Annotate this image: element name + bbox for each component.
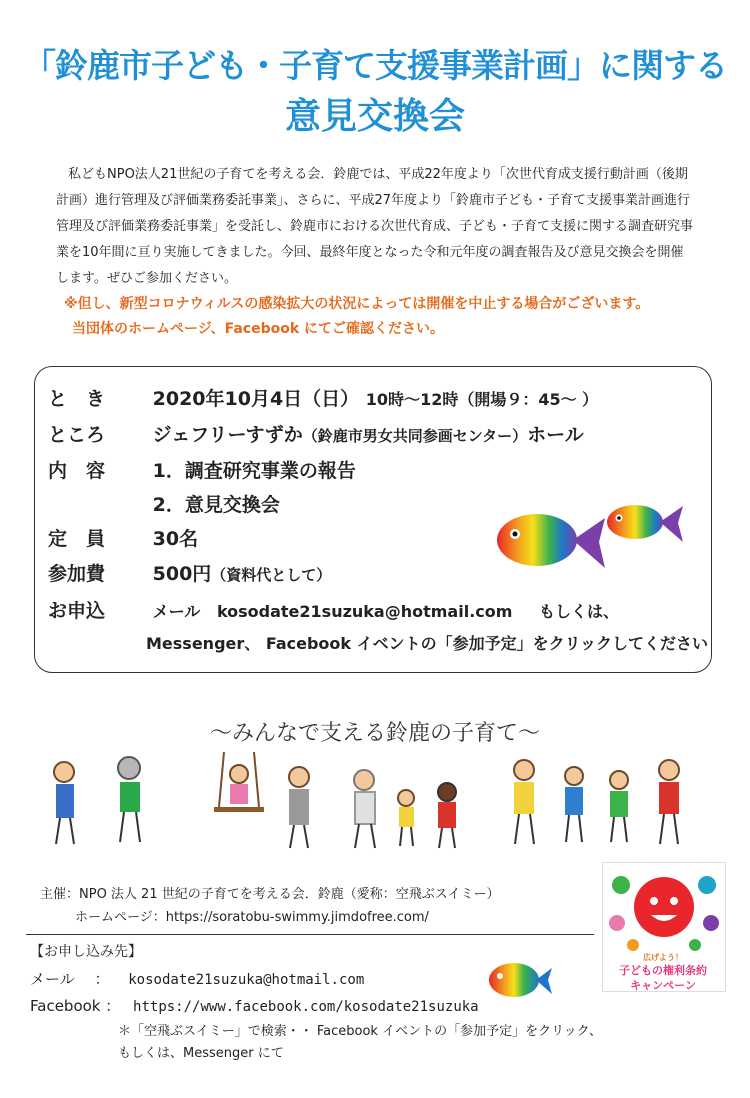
fee-row: [48, 559, 331, 586]
when-time: 10時〜12時（開場９：45〜 ）: [365, 390, 599, 409]
where-hall: ホール: [527, 424, 584, 446]
content-row-2: [48, 490, 280, 517]
fee-note: （資料代として）: [211, 566, 332, 584]
campaign-line1: 広げよう！: [643, 953, 683, 962]
apply-email-link[interactable]: kosodate21suzuka@hotmail.com: [216, 602, 513, 621]
apply-mail-prefix: メール: [152, 602, 201, 621]
rainbow-fish-icon: [495, 508, 607, 578]
when-date: 2020年10月4日（日）: [152, 388, 360, 410]
rainbow-fish-small-icon: [605, 500, 685, 550]
child-figure-4: [354, 770, 375, 848]
fee-label: 参加費: [48, 563, 106, 585]
apply-row-2: [146, 631, 708, 654]
contact-fb-label: Facebook ：: [30, 997, 121, 1015]
child-figure-6: [438, 783, 456, 848]
apply-or: もしくは、: [539, 602, 620, 621]
apply-label: お申込: [48, 600, 106, 622]
notice-line1: ※但し、新型コロナウィルスの感染拡大の状況によっては開催を中止する場合がございます。: [64, 296, 650, 312]
children-drawing-illustration: [44, 752, 704, 852]
slogan: 〜みんなで支える鈴鹿の子育て〜: [209, 721, 540, 746]
contact-facebook-row: [30, 995, 479, 1016]
contact-mail-label: メール ：: [30, 970, 110, 988]
apply-row: [48, 596, 619, 623]
where-venue: ジェフリーすずか: [152, 424, 303, 446]
child-figure-10: [659, 760, 679, 844]
title-line1: 「鈴鹿市子ども・子育て支援事業計画」に関する: [23, 46, 727, 85]
campaign-line3: キャンペーン: [630, 979, 696, 992]
content-label: 内 容: [48, 460, 106, 482]
capacity-value: 30名: [152, 528, 199, 550]
child-figure-2: [118, 757, 140, 842]
smile-face-icon: [603, 863, 725, 953]
contact-mail-link[interactable]: kosodate21suzuka@hotmail.com: [128, 972, 365, 988]
child-figure-8: [565, 767, 583, 842]
child-figure-3: [289, 767, 309, 848]
child-on-swing: [214, 752, 264, 812]
content-item-2: 2．意見交換会: [152, 494, 280, 516]
capacity-row: [48, 524, 198, 551]
content-item-1: 1．調査研究事業の報告: [152, 460, 356, 482]
where-label: ところ: [48, 424, 106, 446]
contact-mail-row: [30, 968, 364, 989]
campaign-line2: 子どもの権利条約: [619, 964, 707, 977]
capacity-label: 定 員: [48, 528, 106, 550]
content-row: [48, 456, 356, 483]
fee-value: 500円: [152, 563, 212, 585]
when-row: [48, 384, 598, 411]
where-sub: （鈴鹿市男女共同参画センター）: [302, 427, 528, 445]
organizer-host: 主催：NPO 法人 21 世紀の子育てを考える会．鈴鹿（愛称：空飛ぶスイミー）: [40, 887, 500, 902]
title-line2: 意見交換会: [284, 96, 465, 137]
child-figure-9: [610, 771, 628, 842]
apply-messenger-text: Messenger、 Facebook イベントの「参加予定」をクリックしてください: [146, 634, 708, 653]
child-figure-5: [398, 790, 414, 846]
child-figure-7: [514, 760, 534, 844]
contact-note-2: もしくは、Messenger にて: [118, 1046, 284, 1061]
swimmy-logo-icon: [486, 950, 556, 1005]
divider: [26, 934, 594, 935]
contact-fb-link[interactable]: https://www.facebook.com/kosodate21suzuka: [133, 999, 479, 1015]
where-row: [48, 420, 584, 447]
contact-note-1: ＊「空飛ぶスイミー」で検索・・ Facebook イベントの「参加予定」をクリック、: [118, 1024, 603, 1039]
organizer-homepage[interactable]: ホームページ：https://soratobu-swimmy.jimdofree.com/: [75, 910, 429, 925]
notice-line2: 当団体のホームページ、Facebook にてご確認ください。: [72, 321, 445, 337]
when-label: と き: [48, 388, 106, 410]
intro-paragraph: 私どもNPO法人21世紀の子育てを考える会．鈴鹿では、平成22年度より「次世代育成支援行動計画（後期計画）進行管理及び評価業務委託事業」、さらに、平成27年度より「鈴鹿市子ども・子育て支援事業計画進行管理及び評価業務委託事業」を受託し、鈴鹿市における次世代育成、子ども・子育て支援に関する調査研究事業を10年間に亘り実施してきました。今回、最終年度となった令和元年度の調査報告及び意見交換会を開催します。ぜひご参加ください。: [56, 167, 694, 286]
contact-heading: 【お申し込み先】: [30, 944, 142, 960]
child-figure-1: [54, 762, 74, 844]
